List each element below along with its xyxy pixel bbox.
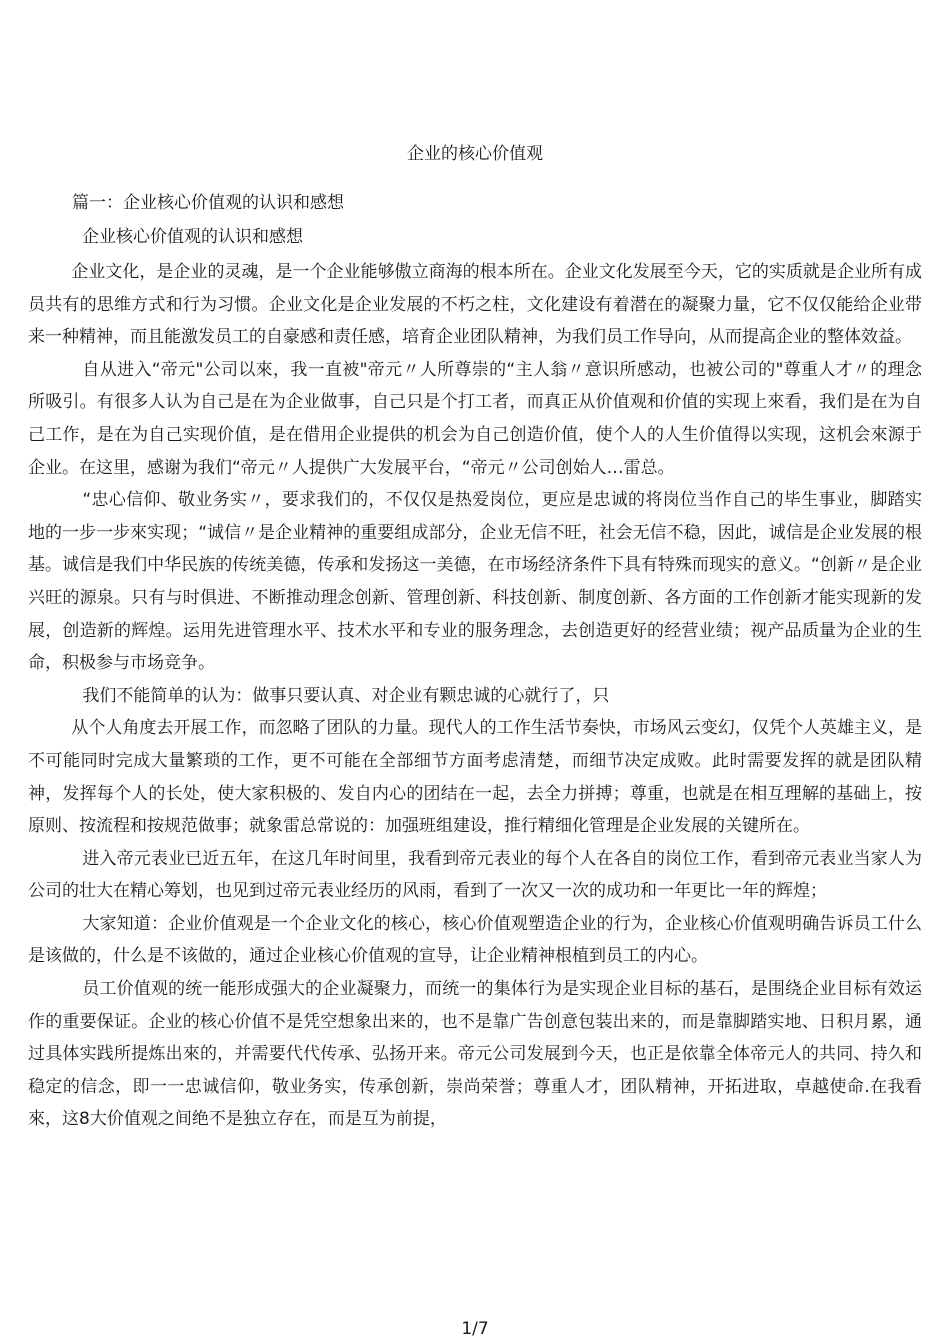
paragraph-6: 进入帝元表业已近五年，在这几年时间里，我看到帝元表业的每个人在各自的岗位工作，看到帝元表业当家人为公司的壮大在精心筹划，也见到过帝元表业经历的风雨，看到了一次又一次的成功和一年更比一年的辉煌； [28,848,922,902]
paragraph-5: 从个人角度去开展工作，而忽略了团队的力量。现代人的工作生活节奏快，市场风云变幻，仅凭个人英雄主义，是不可能同时完成大量繁琐的工作，更不可能在全部细节方面考虑清楚，而细节决定成败。此时需要发挥的就是团队精神，发挥每个人的长处，使大家积极的、发自内心的团结在一起，去全力拼搏；尊重，也就是在相互理解的基础上，按原则、按流程和按规范做事；就象雷总常说的：加强班组建设，推行精细化管理是企业发展的关键所在。 [28,718,922,837]
sub-heading: 企业核心价值观的认识和感想 [82,227,303,247]
paragraph-2: 自从进入“帝元"公司以來，我一直被"帝元〃人所尊崇的“主人翁〃意识所感动，也被公司的"尊重人才〃的理念所吸引。有很多人认为自己是在为企业做事，自己只是个打工者，而真正从价值观和价值的实现上來看，我们是在为自己工作，是在为自己实现价值，是在借用企业提供的机会为自己创造价值，使个人的人生价值得以实现，这机会來源于企业。在这里，感谢为我们“帝元〃人提供广大发展平台，“帝元〃公司创始人…雷总。 [28,359,922,478]
page-number: 1/7 [461,1319,489,1339]
document-title: 企业的核心价值观 [407,144,543,164]
paragraph-4: 我们不能简单的认为：做事只要认真、对企业有颗忠诚的心就行了，只 [82,685,610,706]
document-body [28,256,922,1136]
section-heading: 篇一：企业核心价值观的认识和感想 [72,193,344,213]
paragraph-8: 员工价值观的统一能形成强大的企业凝聚力，而统一的集体行为是实现企业目标的基石，是围绕企业目标有效运作的重要保证。企业的核心价值不是凭空想象出来的，也不是靠广告创意包装出来的，而是靠脚踏实地、日积月累，通过具体实践所提炼出來的，并需要代代传承、弘扬开来。帝元公司发展到今天，也正是依靠全体帝元人的共同、持久和稳定的信念，即一一忠诚信仰，敬业务实，传承创新，崇尚荣誉；尊重人才，团队精神，开拓进取，卓越使命.在我看來，这8大价值观之间绝不是独立存在，而是互为前提， [28,979,922,1130]
paragraph-7: 大家知道：企业价值观是一个企业文化的核心，核心价值观塑造企业的行为，企业核心价值观明确告诉员工什么是该做的，什么是不该做的，通过企业核心价值观的宣导，让企业精神根植到员工的内心。 [28,913,922,967]
paragraph-3: “忠心信仰、敬业务实〃，要求我们的，不仅仅是热爱岗位，更应是忠诚的将岗位当作自己的毕生事业，脚踏实地的一步一步來实现；“诚信〃是企业精神的重要组成部分，企业无信不旺，社会无信不稳，因此，诚信是企业发展的根基。诚信是我们中华民族的传统美德，传承和发扬这一美德，在市场经济条件下具有特殊而现实的意义。“创新〃是企业兴旺的源泉。只有与时俱进、不断推动理念创新、管理创新、科技创新、制度创新、各方面的工作创新才能实现新的发展，创造新的辉煌。运用先进管理水平、技术水平和专业的服务理念，去创造更好的经营业绩；视产品质量为企业的生命，积极参与市场竞争。 [28,490,922,674]
paragraph-1: 企业文化，是企业的灵魂，是一个企业能够傲立商海的根本所在。企业文化发展至今天，它的实质就是企业所有成员共有的思维方式和行为习惯。企业文化是企业发展的不朽之柱，文化建设有着潜在的凝聚力量，它不仅仅能给企业带来一种精神，而且能激发员工的自豪感和责任感，培育企业团队精神，为我们员工作导向，从而提高企业的整体效益。 [28,262,922,348]
